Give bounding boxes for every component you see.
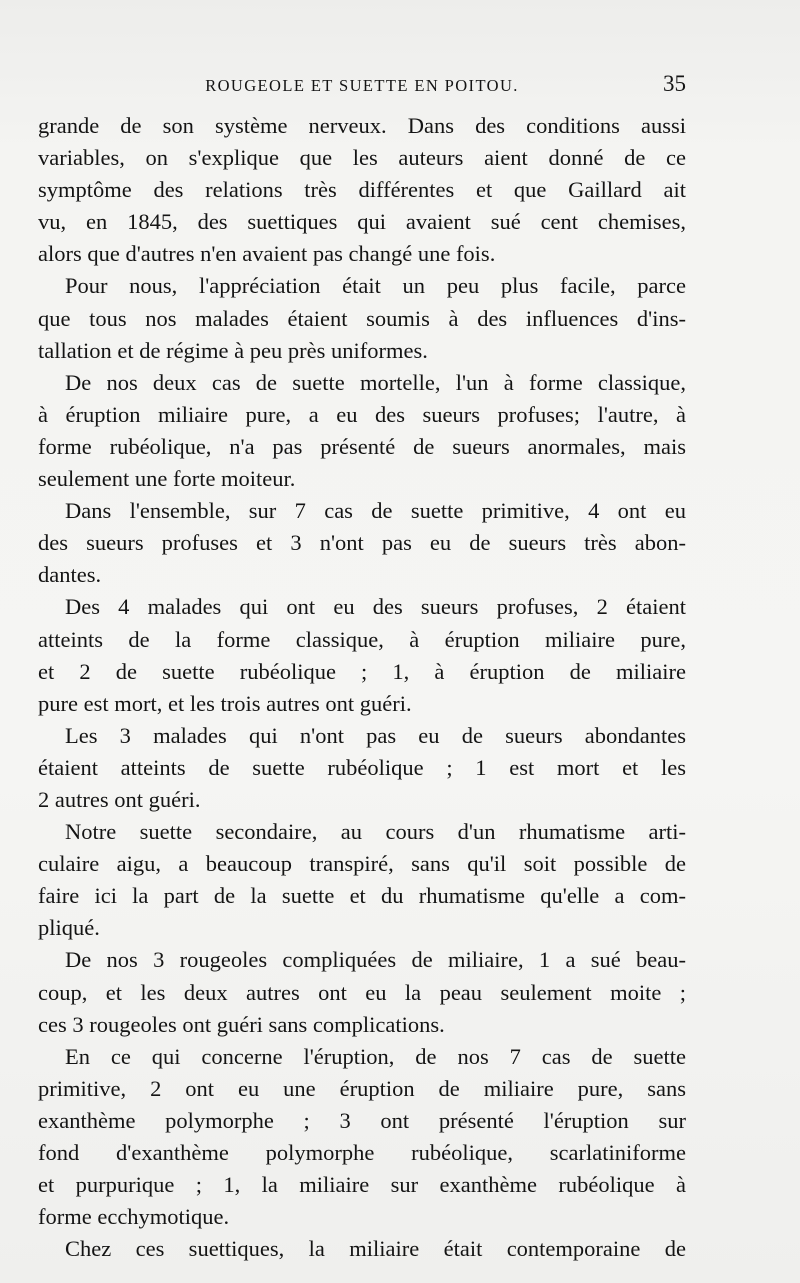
text-line: étaient atteints de suette rubéolique ; 1 est mort et les <box>38 754 686 780</box>
text-line: variables, on s'explique que les auteurs aient donné de ce <box>38 145 686 171</box>
text-line: Les 3 malades qui n'ont pas eu de sueurs abondantes <box>65 722 686 748</box>
text-line: En ce qui concerne l'éruption, de nos 7 cas de suette <box>65 1043 686 1069</box>
text-line: ces 3 rougeoles ont guéri sans complications. <box>38 1011 445 1037</box>
paragraph <box>38 367 686 495</box>
body-text <box>38 110 686 1265</box>
text-line: dantes. <box>38 562 102 588</box>
text-line: alors que d'autres n'en avaient pas changé une fois. <box>38 241 496 267</box>
text-line: pliqué. <box>38 915 100 941</box>
text-line: primitive, 2 ont eu une éruption de miliaire pure, sans <box>38 1075 686 1101</box>
text-line: forme ecchymotique. <box>38 1204 230 1230</box>
text-line: seulement une forte moiteur. <box>38 466 296 492</box>
text-line: tallation et de régime à peu près uniformes. <box>38 337 428 363</box>
paragraph <box>38 110 686 270</box>
text-line: Notre suette secondaire, au cours d'un rhumatisme arti- <box>65 819 686 845</box>
text-line: culaire aigu, a beaucoup transpiré, sans qu'il soit possible de <box>38 851 686 877</box>
text-line: 2 autres ont guéri. <box>38 786 201 812</box>
text-line: et purpurique ; 1, la miliaire sur exanthème rubéolique à <box>38 1172 686 1198</box>
text-line: et 2 de suette rubéolique ; 1, à éruption de miliaire <box>38 658 686 684</box>
running-title: ROUGEOLE ET SUETTE EN POITOU. <box>205 76 519 95</box>
text-line: pure est mort, et les trois autres ont guéri. <box>38 690 412 716</box>
text-line: à éruption miliaire pure, a eu des sueurs profuses; l'autre, à <box>38 401 686 427</box>
paragraph <box>38 720 686 816</box>
paragraph <box>38 1041 686 1234</box>
text-line: coup, et les deux autres ont eu la peau seulement moite ; <box>38 979 686 1005</box>
text-line: grande de son système nerveux. Dans des conditions aussi <box>38 113 686 138</box>
paragraph <box>38 270 686 366</box>
paragraph <box>38 495 686 591</box>
text-line: que tous nos malades étaient soumis à des influences d'ins- <box>38 305 686 331</box>
text-line: Des 4 malades qui ont eu des sueurs profuses, 2 étaient <box>65 594 686 620</box>
text-line: Pour nous, l'appréciation était un peu plus facile, parce <box>65 273 686 299</box>
text-line: fond d'exanthème polymorphe rubéolique, scarlatiniforme <box>38 1140 686 1165</box>
text-line: forme rubéolique, n'a pas présenté de sueurs anormales, mais <box>38 433 686 459</box>
text-line: Dans l'ensemble, sur 7 cas de suette primitive, 4 ont eu <box>65 498 686 524</box>
text-line: De nos 3 rougeoles compliquées de miliaire, 1 a sué beau- <box>65 947 686 973</box>
paragraph <box>38 1233 686 1265</box>
text-line: atteints de la forme classique, à éruption miliaire pure, <box>38 626 686 652</box>
text-line: faire ici la part de la suette et du rhumatisme qu'elle a com- <box>38 883 686 909</box>
text-line: exanthème polymorphe ; 3 ont présenté l'éruption sur <box>38 1107 686 1133</box>
text-line: symptôme des relations très différentes et que Gaillard ait <box>38 177 686 203</box>
paragraph <box>38 944 686 1040</box>
text-line: vu, en 1845, des suettiques qui avaient sué cent chemises, <box>38 209 686 235</box>
paragraph <box>38 816 686 944</box>
paragraph <box>38 591 686 719</box>
text-line: De nos deux cas de suette mortelle, l'un à forme classique, <box>65 369 686 395</box>
text-line: des sueurs profuses et 3 n'ont pas eu de sueurs très abon- <box>38 530 686 556</box>
running-head <box>38 70 686 100</box>
page-number: 35 <box>663 71 686 96</box>
text-line: Chez ces suettiques, la miliaire était contemporaine de <box>65 1236 686 1262</box>
